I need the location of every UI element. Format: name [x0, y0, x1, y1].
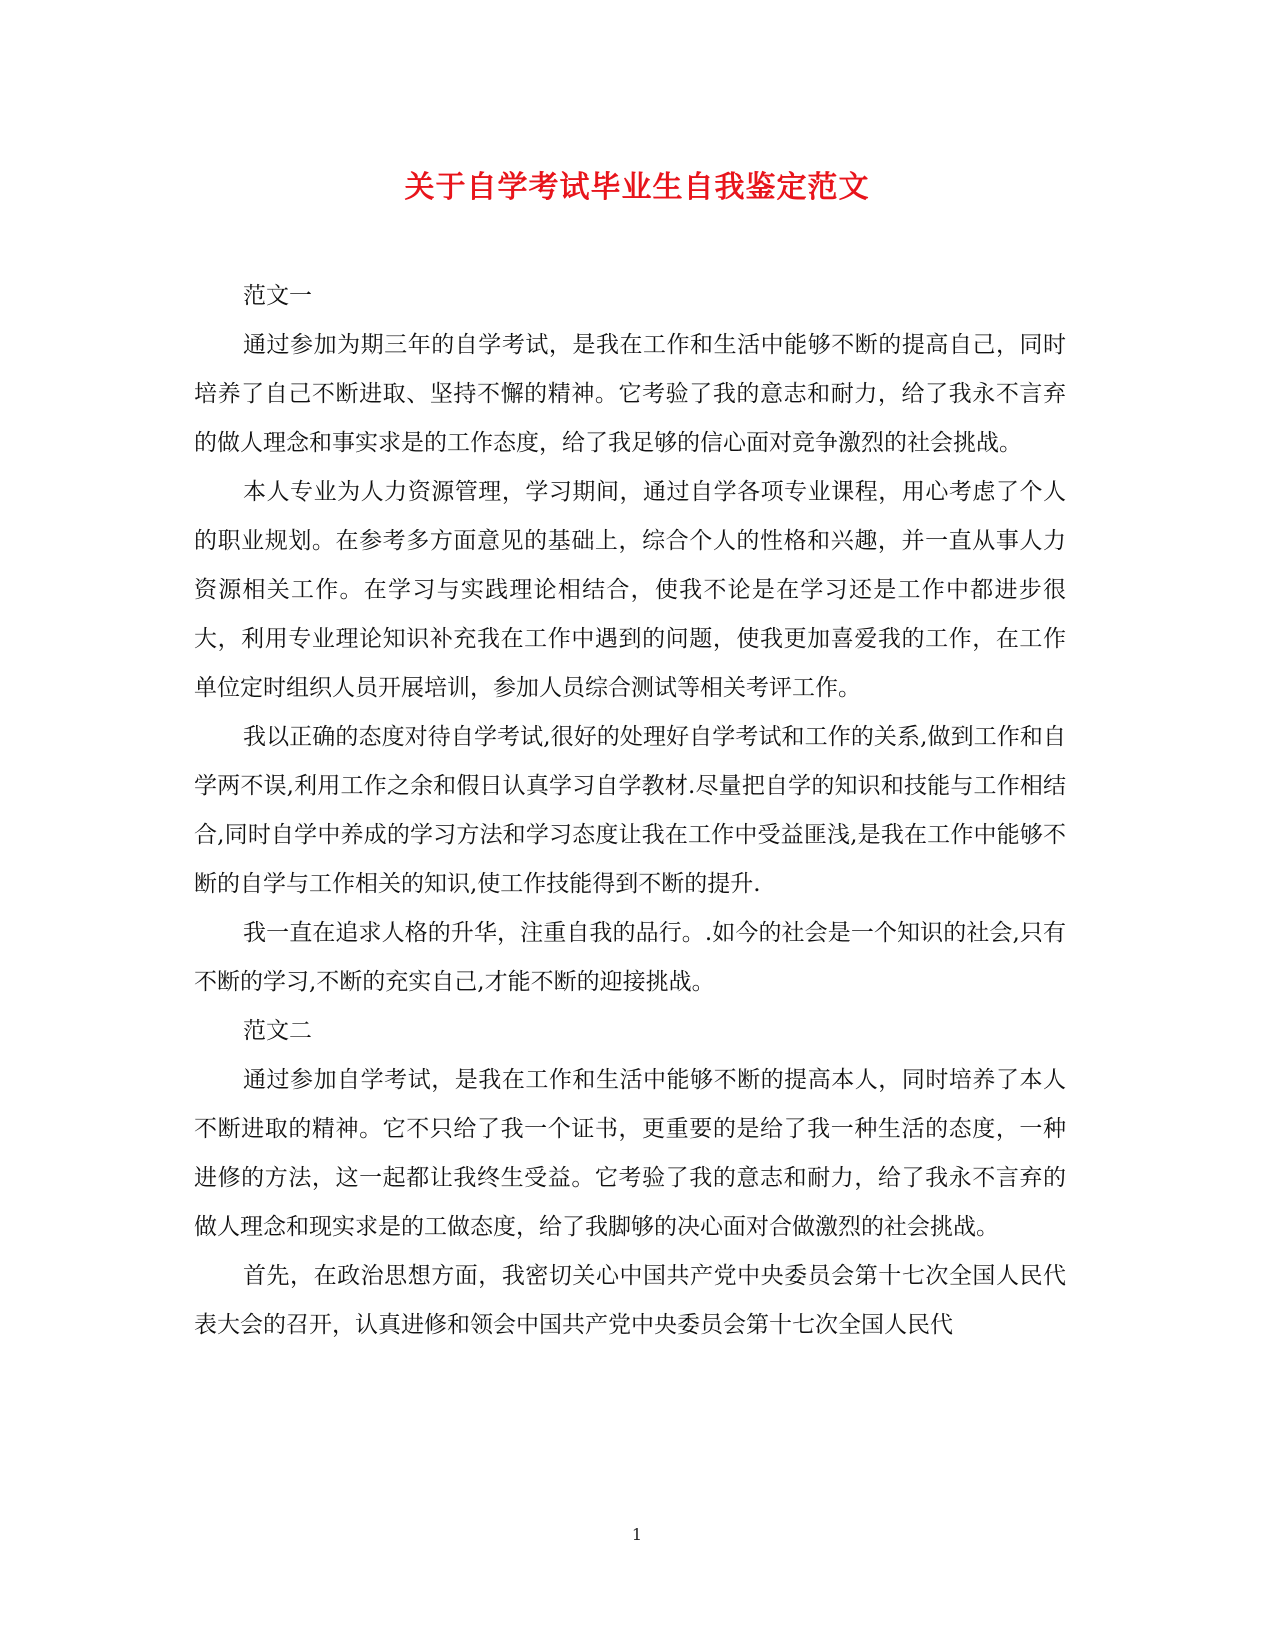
- paragraph: 通过参加自学考试，是我在工作和生活中能够不断的提高本人，同时培养了本人不断进取的精神。它不只给了我一个证书，更重要的是给了我一种生活的态度，一种进修的方法，这一起都让我终生受益。它考验了我的意志和耐力，给了我永不言弃的做人理念和现实求是的工做态度，给了我脚够的决心面对合做激烈的社会挑战。: [194, 1067, 1066, 1240]
- section-heading-2: 范文二: [243, 1018, 312, 1044]
- document-title: 关于自学考试毕业生自我鉴定范文: [404, 170, 870, 205]
- paragraph: 我以正确的态度对待自学考试,很好的处理好自学考试和工作的关系,做到工作和自学两不误,利用工作之余和假日认真学习自学教材.尽量把自学的知识和技能与工作相结合,同时自学中养成的学习方法和学习态度让我在工作中受益匪浅,是我在工作中能够不断的自学与工作相关的知识,使工作技能得到不断的提升.: [194, 724, 1066, 897]
- page-number: 1: [631, 1525, 643, 1544]
- document-body: [194, 272, 1066, 1350]
- paragraph: 首先，在政治思想方面，我密切关心中国共产党中央委员会第十七次全国人民代表大会的召开，认真进修和领会中国共产党中央委员会第十七次全国人民代: [194, 1263, 1066, 1338]
- section-heading-1: 范文一: [243, 283, 312, 309]
- paragraph: 通过参加为期三年的自学考试，是我在工作和生活中能够不断的提高自己，同时培养了自己不断进取、坚持不懈的精神。它考验了我的意志和耐力，给了我永不言弃的做人理念和事实求是的工作态度，给了我足够的信心面对竞争激烈的社会挑战。: [194, 332, 1066, 456]
- paragraph: 本人专业为人力资源管理，学习期间，通过自学各项专业课程，用心考虑了个人的职业规划。在参考多方面意见的基础上，综合个人的性格和兴趣，并一直从事人力资源相关工作。在学习与实践理论相结合，使我不论是在学习还是工作中都进步很大，利用专业理论知识补充我在工作中遇到的问题，使我更加喜爱我的工作，在工作单位定时组织人员开展培训，参加人员综合测试等相关考评工作。: [194, 479, 1066, 701]
- paragraph: 我一直在追求人格的升华，注重自我的品行。.如今的社会是一个知识的社会,只有不断的学习,不断的充实自己,才能不断的迎接挑战。: [194, 920, 1066, 995]
